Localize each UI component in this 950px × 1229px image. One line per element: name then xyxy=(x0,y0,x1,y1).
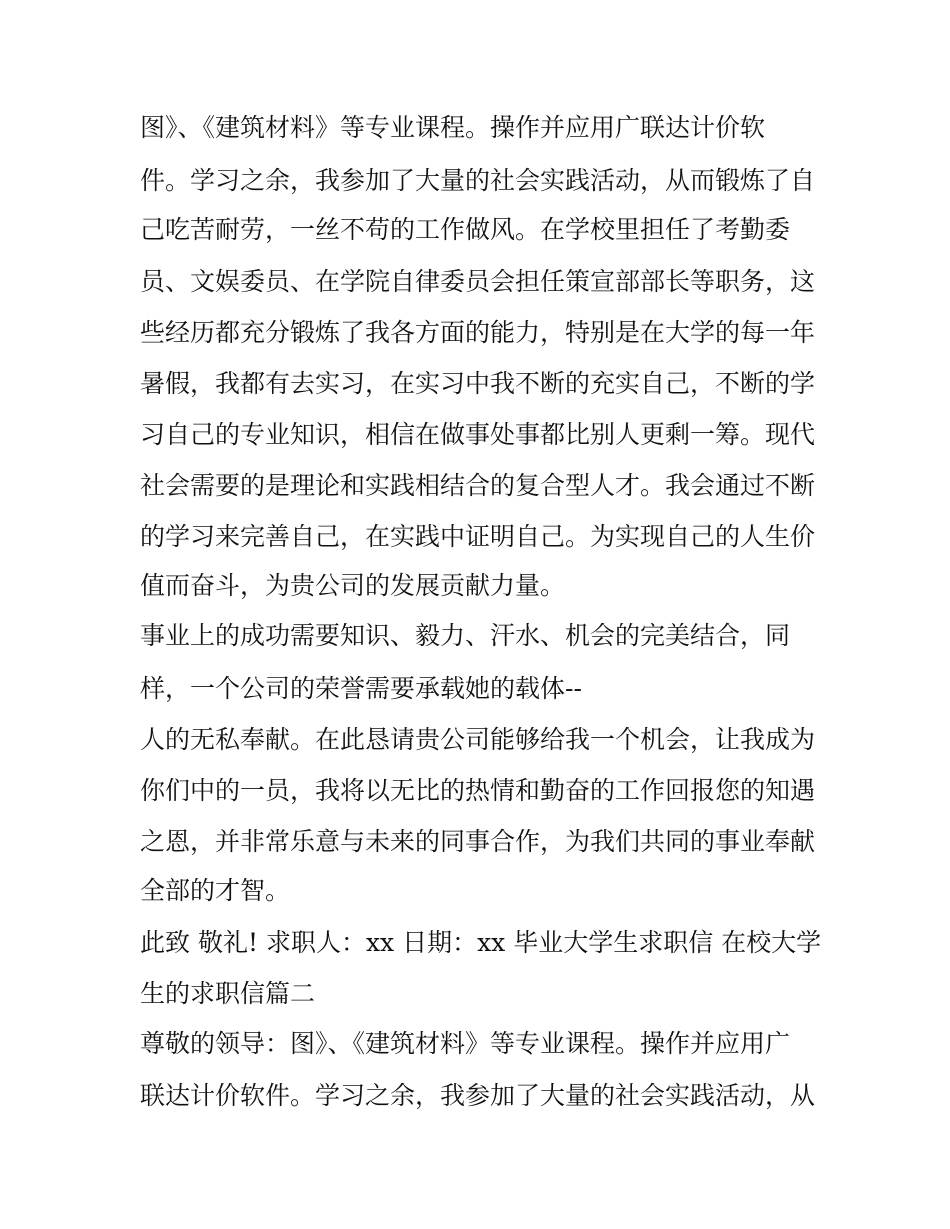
text-line: 样，一个公司的荣誉需要承载她的载体-- xyxy=(140,674,582,703)
text-line: 己吃苦耐劳，一丝不苟的工作做风。在学校里担任了考勤委 xyxy=(140,215,791,244)
text-line: 人的无私奉献。在此恳请贵公司能够给我一个机会，让我成为 xyxy=(140,725,816,754)
text-line: 的学习来完善自己，在实践中证明自己。为实现自己的人生价 xyxy=(140,522,816,551)
text-line: 之恩，并非常乐意与未来的同事合作，为我们共同的事业奉献 xyxy=(140,827,816,856)
text-line: 暑假，我都有去实习，在实习中我不断的充实自己，不断的学 xyxy=(140,369,816,398)
text-line: 尊敬的领导：图》、《建筑材料》等专业课程。操作并应用广 xyxy=(140,1029,791,1058)
text-line: 联达计价软件。学习之余，我参加了大量的社会实践活动，从 xyxy=(140,1081,816,1110)
text-line: 值而奋斗，为贵公司的发展贡献力量。 xyxy=(140,571,566,600)
text-line: 你们中的一员，我将以无比的热情和勤奋的工作回报您的知遇 xyxy=(140,776,816,805)
text-line: 此致 敬礼! 求职人：xx 日期：xx 毕业大学生求职信 在校大学 xyxy=(140,928,822,957)
text-line: 习自己的专业知识，相信在做事处事都比别人更剩一筹。现代 xyxy=(140,420,816,449)
text-line: 些经历都充分锻炼了我各方面的能力，特别是在大学的每一年 xyxy=(140,318,816,347)
text-line: 员、文娱委员、在学院自律委员会担任策宣部部长等职务，这 xyxy=(140,267,816,296)
text-line: 件。学习之余，我参加了大量的社会实践活动，从而锻炼了自 xyxy=(140,166,816,195)
text-line: 社会需要的是理论和实践相结合的复合型人才。我会通过不断 xyxy=(140,471,816,500)
text-line: 生的求职信篇二 xyxy=(140,979,316,1008)
text-line: 事业上的成功需要知识、毅力、汗水、机会的完美结合，同 xyxy=(140,621,791,650)
text-line: 图》、《建筑材料》等专业课程。操作并应用广联达计价软 xyxy=(140,113,766,142)
text-line: 全部的才智。 xyxy=(140,876,291,905)
